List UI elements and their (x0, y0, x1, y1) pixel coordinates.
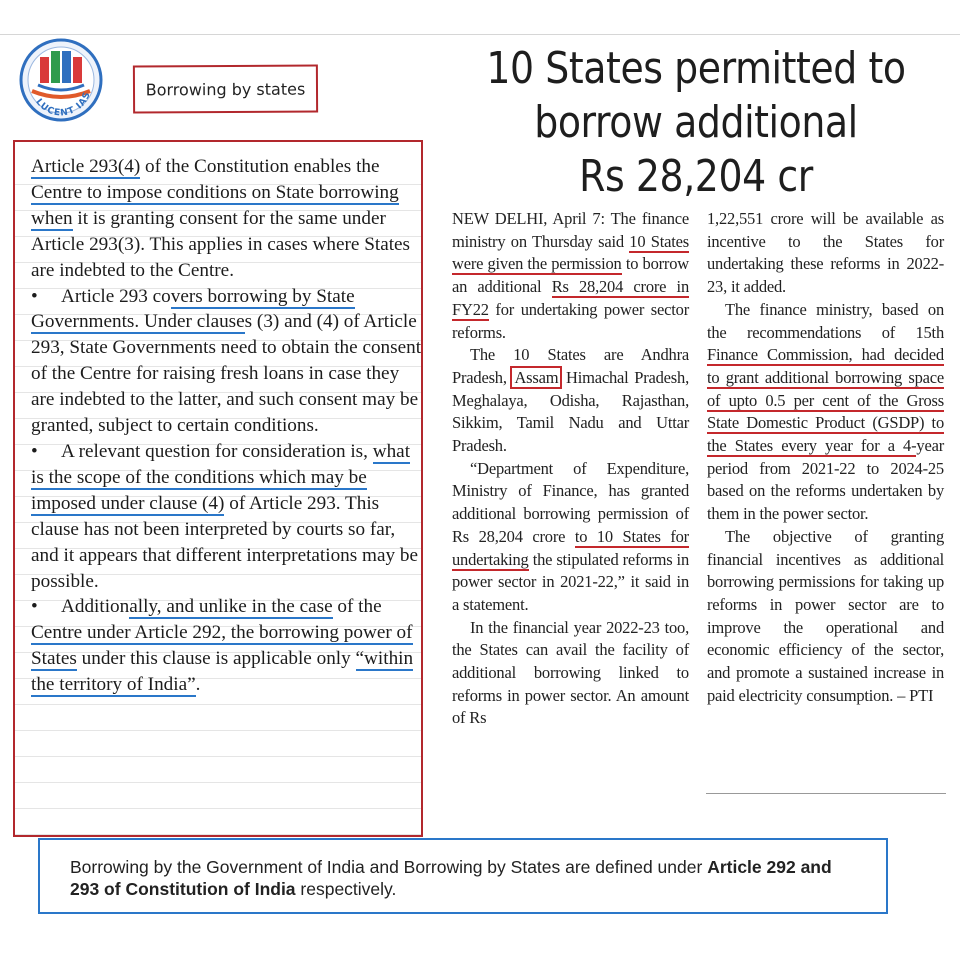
caption-text-end: respectively. (295, 879, 397, 899)
topic-label-box (133, 65, 318, 114)
headline-line-1: 10 States permitted to (486, 43, 906, 94)
bullet-dot: • (31, 596, 38, 618)
news-paragraph (452, 458, 689, 617)
summary-caption (38, 838, 888, 914)
top-divider (0, 34, 960, 35)
news-paragraph (452, 208, 689, 344)
topic-label: Borrowing by states (145, 79, 306, 99)
news-column-left (452, 208, 689, 730)
text-segment: NEW DELHI, April 7: The finance ministry on Thursday said (452, 209, 689, 251)
news-paragraph: 1,22,551 crore will be available as incentive to the States for undertaking these reforms in 2022-23, it added. (707, 209, 944, 297)
text-segment: The finance ministry, based on the recommendations of 15th (707, 299, 944, 342)
text-segment: Himachal Pradesh, Meghalaya, Odisha, Rajasthan, Sikkim, Tamil Nadu and Uttar Pradesh. (452, 367, 689, 456)
notes-bullet-1 (31, 284, 423, 439)
caption-text: Borrowing by the Government of India and Borrowing by States are defined under (70, 857, 708, 877)
logo-brand-text: LUCENT IAS (33, 90, 94, 119)
hl-within-territory: “within the territory of India” (31, 648, 414, 696)
hl-to-10-states: to 10 States for undertaking (452, 526, 689, 569)
bullet-dot: • (31, 285, 38, 307)
notes-bullet-3 (31, 594, 423, 698)
text-segment: “Department of Expenditure, Ministry of Finance, has granted additional borrowing permission of Rs 28,204 crore (452, 458, 689, 546)
headline-line-3: Rs 28,204 cr (579, 151, 813, 202)
hl-unlike-case: ally, and unlike in the case (129, 596, 333, 618)
news-end-rule (706, 793, 946, 794)
news-paragraph: The objective of granting financial incentives as additional borrowing permissions for taking up reforms in power sector are to improve the operational and economic efficiency of the sector, and promote a sustained increase in paid electricity consumption. – PTI (707, 526, 944, 705)
text-segment: The 10 States are Andhra Pradesh, (452, 345, 689, 387)
text-segment: Article 293 co (61, 285, 171, 307)
hl-scope-of-conditions: what is the scope of the conditions which may be imposed under clause (4) (31, 440, 411, 514)
notes-paragraph-1 (31, 154, 423, 284)
text-segment: of the Constitution enables the (140, 156, 380, 177)
headline-line-2: borrow additional (534, 97, 858, 148)
news-headline (481, 42, 911, 204)
bullet-dot: • (31, 440, 38, 462)
news-paragraph (452, 344, 689, 458)
text-segment: of Article 293. This clause has not been interpreted by courts so far, and it appears that different interpretations may be possible. (31, 492, 418, 592)
news-paragraph (707, 299, 944, 526)
text-segment: A relevant question for consideration is, (61, 440, 373, 462)
notes-text (31, 154, 423, 698)
lucent-ias-logo (18, 37, 104, 123)
text-segment: it is granting consent for the same under Article 293(3). This applies in cases where States are indebted to the Centre. (31, 207, 411, 281)
hl-10-states-given: 10 States were given the permission (452, 231, 689, 274)
text-segment: year period from 2021-22 to 2024-25 based on the reforms undertaken by them in the power sector. (707, 436, 944, 524)
text-segment: to borrow an additional (452, 254, 689, 297)
notes-panel (13, 140, 423, 837)
text-segment: Addition (61, 596, 130, 618)
news-column-right (707, 208, 944, 707)
hl-borrowing-by-state: vers borrowing by State Governments. Under clause (31, 285, 355, 333)
text-segment: under this clause is applicable only (76, 648, 356, 670)
hl-centre-article-292: Centre under Article 292, the borrowing power of States (31, 622, 413, 670)
text-segment: s (3) and (4) of Article 293, State Governments need to obtain the consent of the Centre for raising fresh loans in case they are indebted to the latter, and such consent may be granted, subject to certain conditions. (31, 311, 422, 437)
hl-article-293-4: Article 293(4) (31, 156, 141, 177)
news-body (452, 208, 944, 783)
caption-bold: Article 292 and 293 of Constitution of India (70, 857, 832, 899)
text-segment: for undertaking power sector reforms. (452, 299, 689, 342)
text-segment: the stipulated reforms in power sector in 2021-22,” it said in a statement. (452, 549, 689, 614)
text-segment: . (195, 674, 201, 696)
notes-bullet-2 (31, 439, 423, 594)
hl-assam-box: Assam (514, 367, 559, 387)
text-segment: of the (332, 596, 382, 618)
hl-rs-28204-crore: Rs 28,204 crore in FY22 (452, 277, 689, 319)
news-paragraph: In the financial year 2022-23 too, the States can avail the facility of additional borrowing linked to reforms in power sector. An amount of Rs (452, 617, 689, 728)
hl-centre-impose: Centre to impose conditions on State borrowing when (31, 181, 399, 229)
hl-finance-commission: Finance Commission, had decided to grant additional borrowing space of upto 0.5 per cent of the Gross State Domestic Product (GSDP) to the States every year for a 4- (707, 345, 944, 456)
